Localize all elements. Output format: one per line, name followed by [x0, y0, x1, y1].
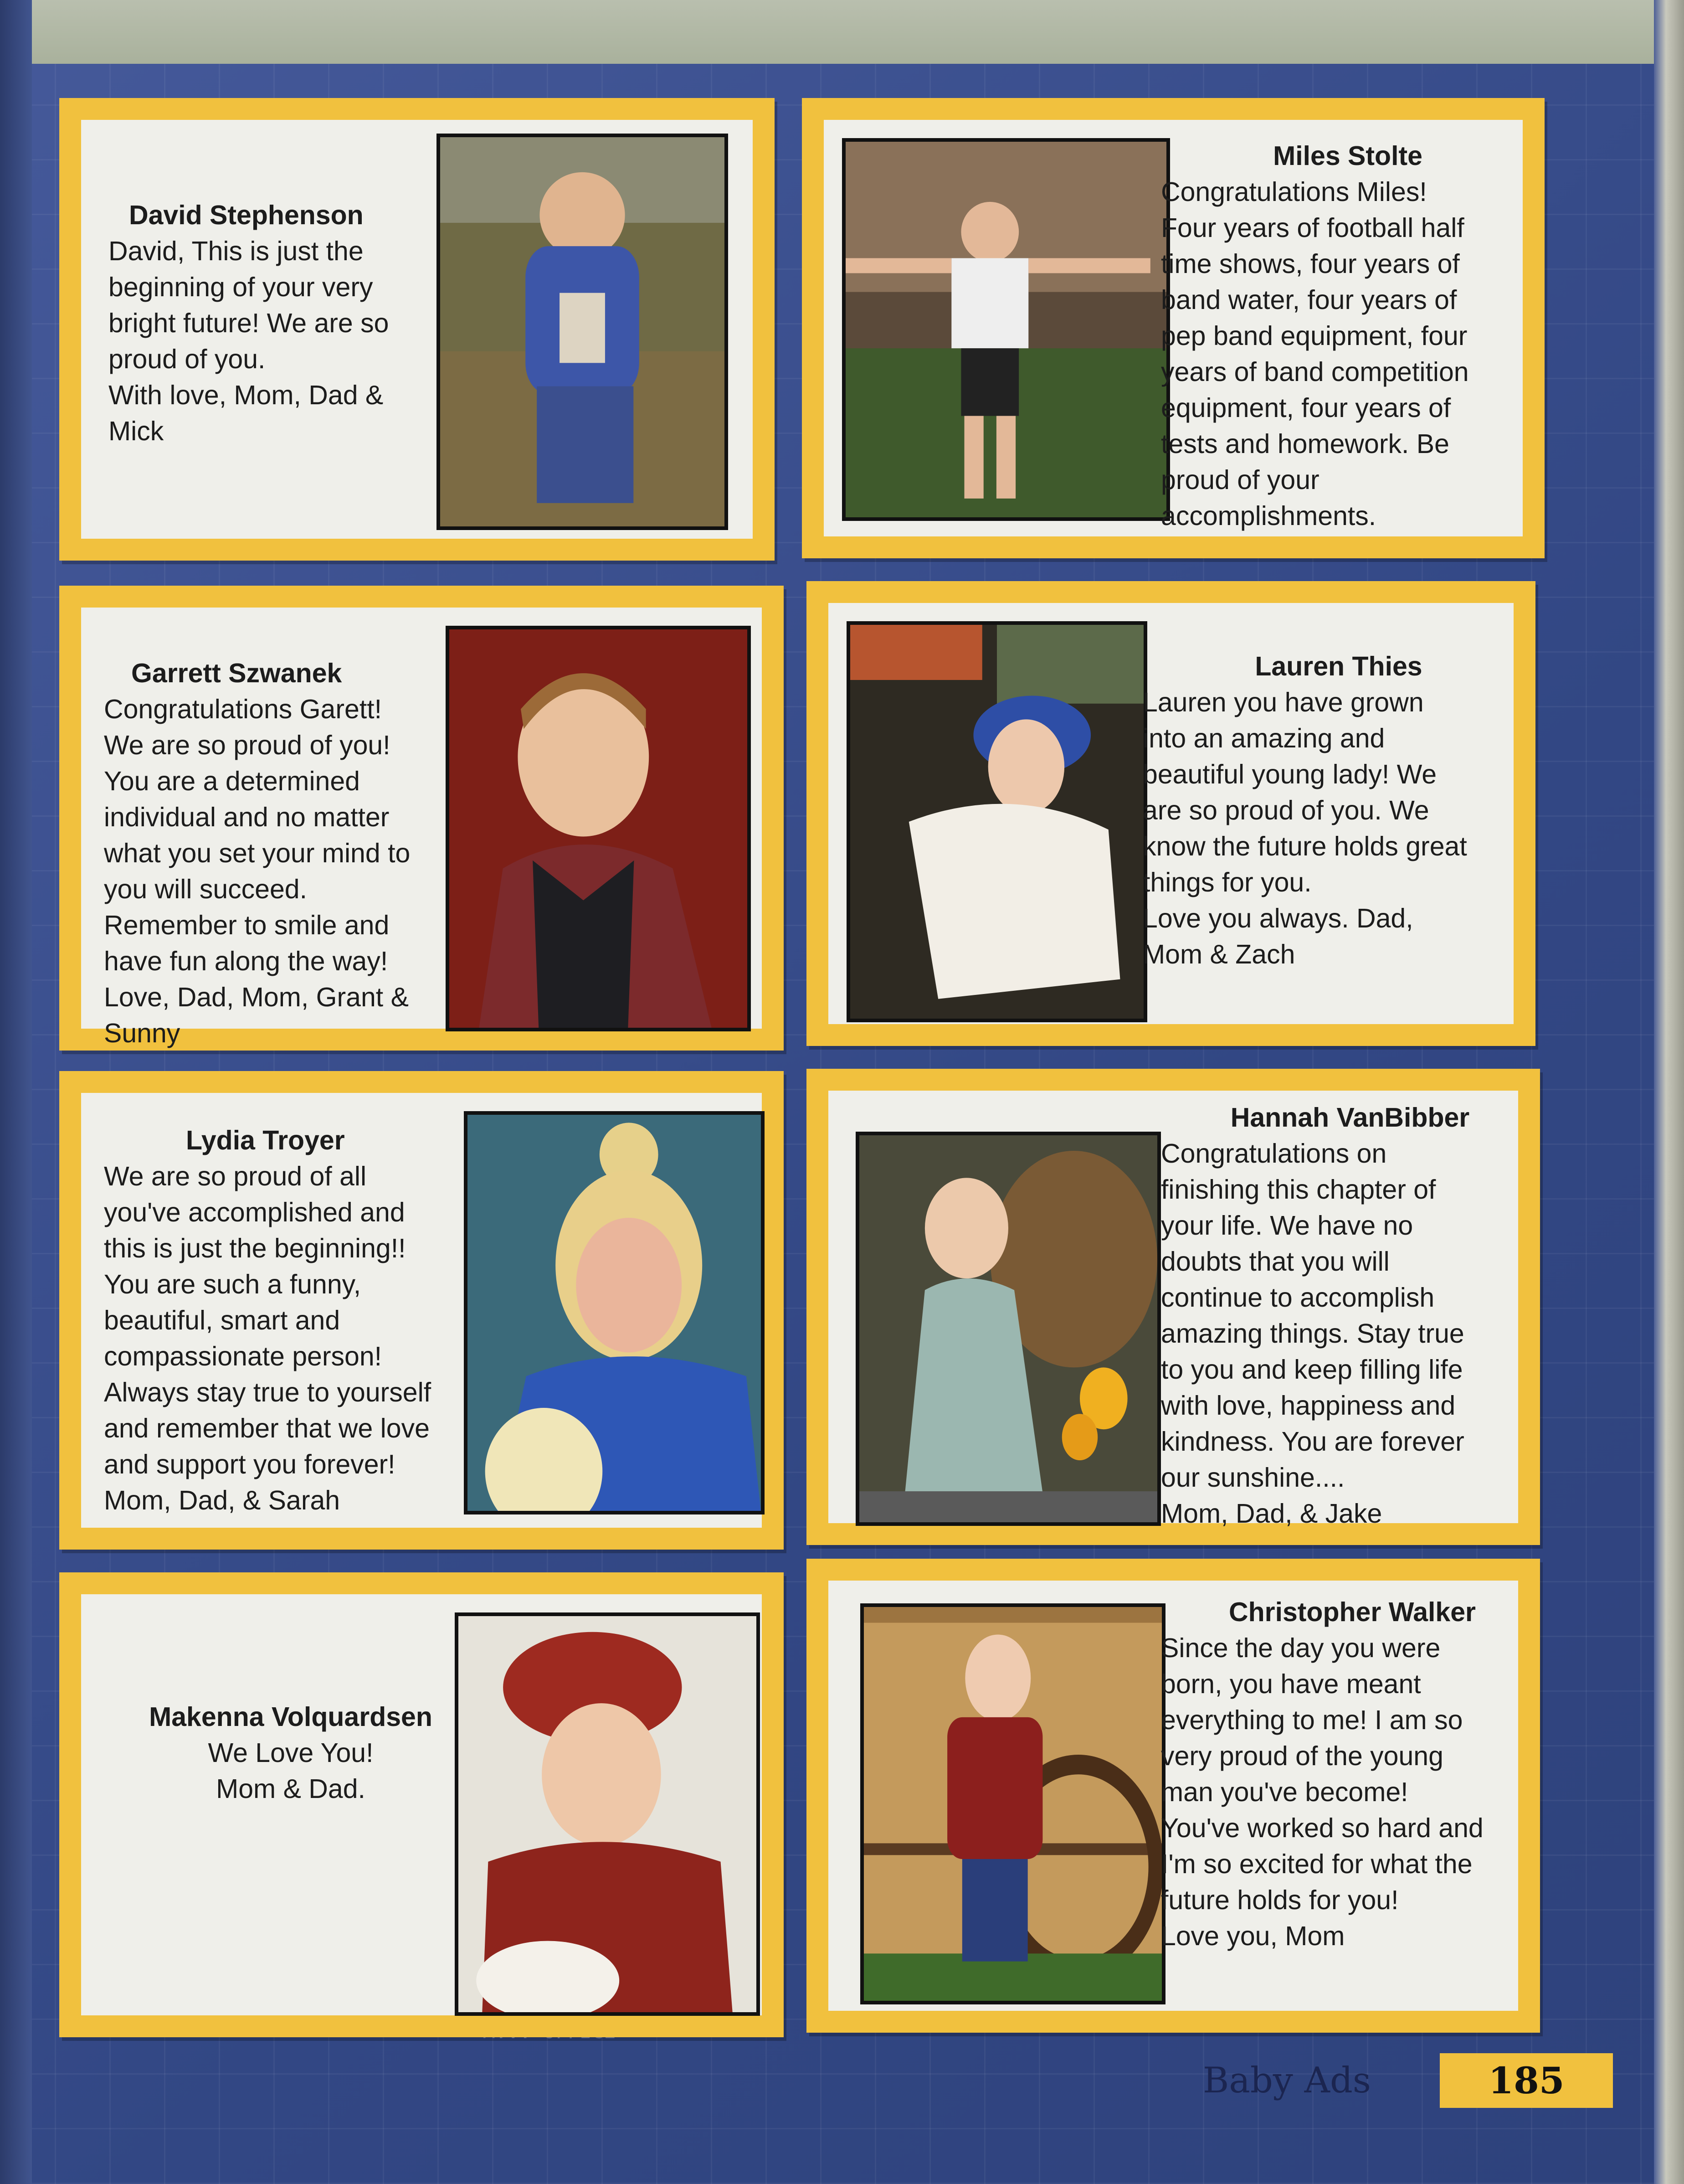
baby-photo: [856, 1132, 1161, 1526]
ad-name: Christopher Walker: [1228, 1597, 1476, 1627]
ad-card-inner: [81, 1594, 762, 2015]
page-number: 185: [1440, 2053, 1613, 2108]
baby-photo: [464, 1111, 765, 1514]
ad-message: David, This is just the beginning of your very bright future! We are so proud of you. With love, Mom, Dad & Mick: [108, 236, 389, 446]
ad-message: Since the day you were born, you have meant everything to me! I am so very proud of the young man you've become! You've worked so hard and I'm so excited for what the future holds for you! Love you, Mom: [1161, 1633, 1484, 1951]
baby-photo: [860, 1603, 1165, 2004]
ad-name: Makenna Volquardsen: [149, 1702, 432, 1732]
ad-name: Hannah VanBibber: [1230, 1102, 1470, 1133]
baby-photo: [847, 621, 1147, 1022]
ad-card: [806, 1559, 1540, 2033]
ad-card: [59, 1572, 784, 2037]
ad-name: Garrett Szwanek: [131, 658, 342, 688]
baby-photo: [455, 1612, 760, 2016]
ad-card: [59, 1071, 784, 1550]
page-edge: [1654, 0, 1684, 2184]
ad-text: [108, 197, 473, 449]
ad-name: Miles Stolte: [1273, 141, 1422, 171]
baby-photo: [446, 626, 751, 1031]
ad-text: [1161, 138, 1535, 534]
ad-message: Congratulations on finishing this chapter of your life. We have no doubts that you will continue to accomplish amazing things. Stay true to you and keep filling life with love, happiness and kindness. You are forever our sunshine.... Mom, Dad, & Jake: [1161, 1138, 1464, 1529]
ad-message: We Love You! Mom & Dad.: [208, 1738, 374, 1804]
ad-card: [806, 1069, 1540, 1545]
ad-card-inner: [828, 603, 1514, 1024]
ad-text: [104, 1123, 514, 1519]
ad-card: [59, 586, 784, 1051]
ad-card: [59, 98, 775, 561]
ad-card-inner: [81, 120, 753, 539]
ad-name: David Stephenson: [129, 200, 364, 230]
ad-card-inner: [824, 120, 1523, 536]
ad-message: Congratulations Garett! We are so proud of you! You are a determined individual and no matter what you set your mind to you will succeed. Remember to smile and have fun along the way! Love, Dad, Mom, Grant & Sunny: [104, 694, 411, 1048]
ad-card-inner: [828, 1581, 1518, 2011]
ad-name: Lydia Troyer: [186, 1125, 345, 1155]
ad-name: Lauren Thies: [1255, 651, 1422, 681]
ad-card-inner: [828, 1091, 1518, 1529]
book-spine: [0, 0, 32, 2184]
ad-message: We are so proud of all you've accomplished and this is just the beginning!! You are such a funny, beautiful, smart and compassionate person! Always stay true to yourself and remember that we love and support you forever! Mom, Dad, & Sarah: [104, 1161, 431, 1515]
ad-card: [806, 581, 1535, 1046]
ad-text: [104, 655, 487, 1051]
ad-message: Lauren you have grown into an amazing and beautiful young lady! We are so proud of you. We know the future holds great things for you. Love you always. Dad, Mom & Zach: [1143, 687, 1467, 969]
section-label: Baby Ads: [1203, 2060, 1371, 2101]
ad-text: [104, 1699, 477, 1807]
baby-photo: [436, 134, 728, 530]
ad-card-inner: [81, 608, 762, 1048]
ad-card-inner: [81, 1093, 762, 1528]
top-band: [32, 0, 1654, 64]
ad-text: [1143, 649, 1535, 973]
baby-photo: [842, 138, 1170, 521]
ad-text: [1161, 1100, 1539, 1532]
ad-message: Congratulations Miles! Four years of football half time shows, four years of band water, four years of pep band equipment, four years of band competition equipment, four years of tests and homework. Be proud of your accomplishments.: [1161, 177, 1469, 531]
ad-card: [802, 98, 1545, 558]
ad-text: [1161, 1594, 1544, 1954]
